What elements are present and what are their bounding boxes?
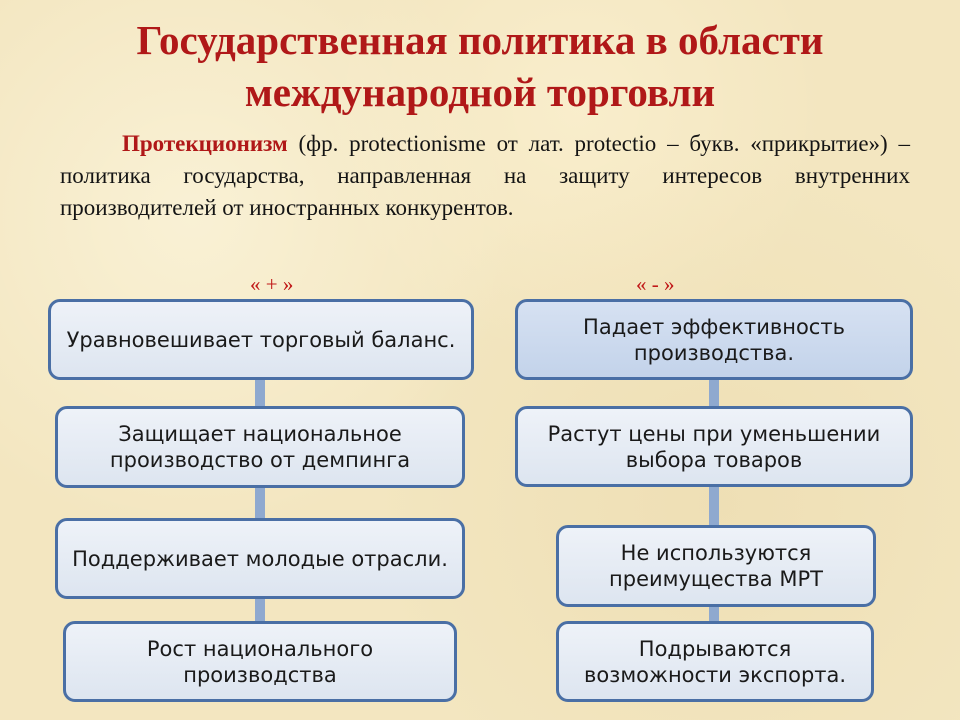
cons-item-1 [515, 299, 913, 380]
pros-item-3 [55, 518, 465, 599]
cons-item-2 [515, 406, 913, 487]
definition-text: (фр. protectionisme от лат. protectio – букв. «прикрытие») – политика государства, направленная на защиту интересов внутренних производителей от иностранных конкурентов. [60, 131, 910, 220]
cons-item-2-label: Растут цены при уменьшении выбора товаров [547, 421, 881, 472]
pros-item-4-label: Рост национального производства [146, 636, 374, 687]
pros-item-4 [63, 621, 457, 702]
connector [255, 486, 265, 520]
connector [709, 485, 719, 527]
definition-paragraph [60, 128, 910, 224]
cons-item-4-label: Подрываются возможности экспорта. [583, 636, 847, 687]
pros-item-1-label: Уравновешивает торговый баланс. [66, 327, 456, 352]
connector [709, 378, 719, 408]
cons-item-1-label: Падает эффективность производства. [583, 314, 845, 365]
cons-item-3-label: Не используются преимущества МРТ [609, 541, 823, 591]
cons-item-4 [556, 621, 874, 702]
cons-sign: « - » [636, 272, 675, 296]
pros-sign: « + » [250, 272, 294, 296]
pros-item-1 [48, 299, 474, 380]
connector [255, 597, 265, 623]
title-line-1: Государственная политика в области [136, 17, 824, 63]
definition-term: Протекционизм [122, 131, 288, 156]
cons-item-3 [556, 525, 876, 607]
page-title [0, 14, 960, 118]
pros-item-2 [55, 406, 465, 488]
connector [255, 378, 265, 408]
pros-item-3-label: Поддерживает молодые отрасли. [72, 546, 448, 571]
pros-item-2-label: Защищает национальное производство от демпинга [109, 422, 411, 472]
title-line-2: международной торговли [244, 69, 716, 115]
